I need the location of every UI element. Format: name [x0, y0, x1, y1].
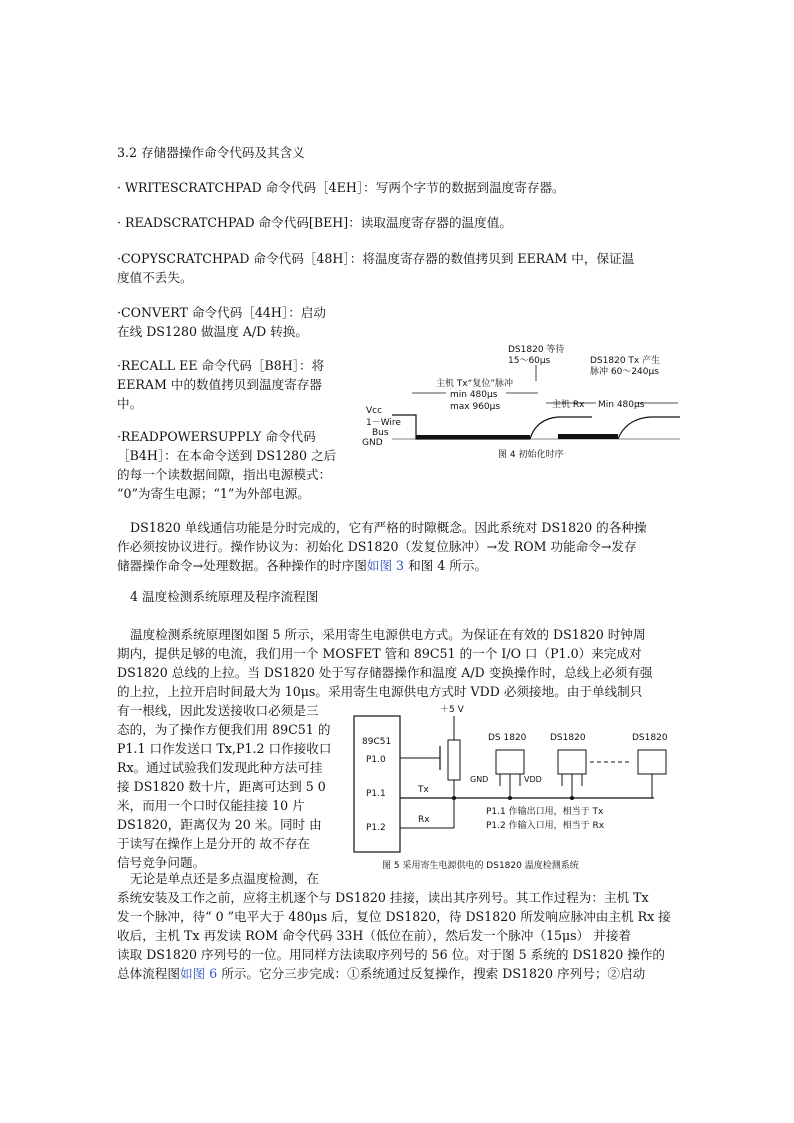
paragraph-timing	[117, 518, 677, 575]
figure-4-init-timing	[360, 341, 683, 461]
fig5-caption: 图 5 采用寄生电源供电的 DS1820 温度检测系统	[382, 861, 579, 871]
fig4-vcc-label: Vcc	[366, 406, 383, 416]
figure-5-diagram	[350, 700, 672, 872]
fig5-rx-label: Rx	[418, 815, 430, 825]
fig4-bus-label-2: Bus	[372, 428, 389, 438]
section-heading-4: 4 温度检测系统原理及程序流程图	[130, 589, 319, 604]
fig4-ds-wait-range: 15～60μs	[508, 356, 551, 366]
p4-line-3: DS1820 总线的上拉。当 DS1820 处于写存储器操作和温度 A/D 变换操作时，总线上必须有强	[117, 665, 653, 680]
fig5-ds2-body	[558, 750, 586, 774]
p4-line-12: 于读写在操作上是分开的 故不存在	[117, 836, 310, 851]
cmd-recall	[117, 356, 349, 413]
fig4-reset-pulse	[416, 435, 530, 439]
p5-line-4: 收后，主机 Tx 再发读 ROM 命令代码 33H（低位在前），然后发一个脉冲（15μs） 并接着	[117, 928, 632, 943]
cmd-power-line-2: ［B4H］：在本命令送到 DS1280 之后	[117, 448, 337, 463]
fig4-max-time: max 960μs	[450, 402, 501, 412]
p4-line-13: 信号竞争问题。	[117, 855, 206, 870]
cmd-recall-line-2: EERAM 中的数值拷贝到温度寄存器	[117, 377, 322, 392]
fig5-junction-1	[452, 796, 456, 800]
cmd-readscratchpad: · READSCRATCHPAD 命令代码[BEH]：读取温度寄存器的温度值。	[117, 215, 512, 230]
timing-line-1: DS1820 单线通信功能是分时完成的，它有严格的时隙概念。因此系统对 DS1820 的各种操	[130, 520, 647, 535]
p4-line-1: 温度检测系统原理图如图 5 所示，采用寄生电源供电方式。为保证在有效的 DS1820 时钟周	[130, 627, 646, 642]
fig5-p11-label: P1.1	[366, 789, 386, 799]
fig4-ds-pulse	[558, 434, 618, 439]
figure-5-system-schematic	[350, 700, 672, 872]
fig5-ds2-label: DS1820	[550, 733, 586, 743]
fig5-gnd-label: GND	[470, 775, 489, 784]
paragraph-serial-number	[117, 869, 677, 983]
p5-line-5: 读取 DS1820 序列号的一位。用同样方法读取序列号的 56 位。对于图 5 系统的 DS1820 操作的	[117, 947, 666, 962]
fig4-waveform-tail	[618, 417, 680, 439]
fig5-ds3-label: DS1820	[632, 733, 668, 743]
timing-line-2: 作必须按协议进行。操作协议为：初始化 DS1820（发复位脉冲）→发 ROM 功能命令→发存	[117, 539, 637, 554]
fig4-host-rx-label: 主机 Rx	[552, 400, 585, 410]
fig5-ds1-body	[496, 750, 524, 774]
cmd-power-line-1: ·READPOWERSUPPLY 命令代码	[117, 429, 316, 444]
figure-4-diagram	[360, 341, 683, 461]
fig5-vdd-label: VDD	[524, 775, 542, 784]
p4-line-10: 米，而用一个口时仅能挂接 10 片	[117, 798, 305, 813]
fig5-note-2: P1.2 作输入口用，相当于 Rx	[486, 821, 605, 831]
fig4-ds-tx-label: DS1820 Tx 产生	[590, 356, 661, 366]
p4-line-4: 的上拉，上拉开启时间最大为 10μs。采用寄生电源供电方式时 VDD 必须接地。由于单线制只	[117, 684, 643, 699]
p5-line-6b: 所示。它分三步完成：①系统通过反复操作，搜索 DS1820 序列号；②启动	[217, 966, 646, 981]
fig5-vplus-label: ＋5 V	[440, 705, 464, 715]
cmd-copy-line-2: 度值不丢失。	[117, 270, 193, 285]
fig4-rx-min: Min 480μs	[598, 400, 645, 410]
fig4-host-reset-label: 主机 Tx“复位”脉冲	[436, 379, 514, 389]
p5-line-6a: 总体流程图	[117, 966, 180, 981]
fig5-mcu-label: 89C51	[362, 737, 392, 747]
timing-line-3b: 和图 4 所示。	[404, 558, 488, 573]
fig5-note-1: P1.1 作输出口用，相当于 Tx	[486, 807, 604, 817]
p4-line-2: 期内，提供足够的电流，我们用一个 MOSFET 管和 89C51 的一个 I/O 口（P1.0）来完成对	[117, 646, 642, 661]
fig4-ds-tx-range: 脉冲 60～240μs	[590, 367, 659, 377]
cmd-recall-line-1: ·RECALL EE 命令代码［B8H］：将	[117, 358, 325, 373]
p4-line-6: 态的，为了操作方便我们用 89C51 的	[117, 722, 331, 737]
p4-line-9: 接 DS1820 数十片，距离可达到 5 0	[117, 779, 326, 794]
fig5-p10-label: P1.0	[366, 755, 386, 765]
p5-line-1: 无论是单点还是多点温度检测，在	[130, 871, 319, 886]
fig4-bus-label-1: 1－Wire	[366, 418, 401, 428]
fig6-link[interactable]: 如图 6	[179, 966, 218, 981]
cmd-copyscratchpad	[117, 249, 677, 287]
cmd-recall-line-3: 中。	[117, 396, 143, 411]
p5-line-2: 系统安装及工作之前，应将主机逐个与 DS1820 挂接，读出其序列号。其工作过程为：主机 Tx	[117, 890, 649, 905]
section-heading-3-2: 3.2 存储器操作命令代码及其含义	[117, 145, 305, 160]
p4-line-11: DS1820，距离仅为 20 米。同时 由	[117, 817, 322, 832]
cmd-readpowersupply	[117, 427, 349, 503]
fig5-p12-label: P1.2	[366, 823, 386, 833]
fig5-tx-label: Tx	[418, 785, 429, 795]
fig5-ds1-label: DS 1820	[488, 733, 527, 743]
cmd-convert-line-1: ·CONVERT 命令代码［44H］：启动	[117, 305, 326, 320]
cmd-power-line-4: “0”为寄生电源；“1”为外部电源。	[117, 486, 310, 501]
cmd-convert-line-2: 在线 DS1280 做温度 A/D 转换。	[117, 324, 308, 339]
timing-line-3a: 储器操作命令→处理数据。各种操作的时序图	[117, 558, 367, 573]
p4-line-7: P1.1 口作发送口 Tx,P1.2 口作接收口	[117, 741, 332, 756]
fig4-gnd-label: GND	[362, 438, 383, 448]
fig4-min-time: min 480μs	[450, 390, 498, 400]
p5-line-3: 发一个脉冲，待“ 0 ”电平大于 480μs 后，复位 DS1820，待 DS1820 所发响应脉冲由主机 Rx 接	[117, 909, 671, 924]
cmd-convert	[117, 303, 349, 341]
p4-line-8: Rx。通过试验我们发现此种方法可挂	[117, 760, 323, 775]
fig3-link[interactable]: 如图 3	[366, 558, 405, 573]
cmd-writescratchpad: · WRITESCRATCHPAD 命令代码［4EH］：写两个字节的数据到温度寄存器。	[117, 180, 565, 195]
fig4-caption: 图 4 初始化时序	[498, 450, 564, 460]
cmd-copy-line-1: ·COPYSCRATCHPAD 命令代码［48H］：将温度寄存器的数值拷贝到 EERAM 中，保证温	[117, 251, 635, 266]
fig4-ds-wait-label: DS1820 等待	[508, 345, 565, 355]
cmd-power-line-3: 的每一个读数据间隙，指出电源模式：	[117, 467, 332, 482]
fig5-mosfet	[448, 740, 460, 780]
p4-line-5: 有一根线，因此发送接收口必须是三	[117, 703, 319, 718]
fig5-ds3-body	[638, 750, 666, 774]
